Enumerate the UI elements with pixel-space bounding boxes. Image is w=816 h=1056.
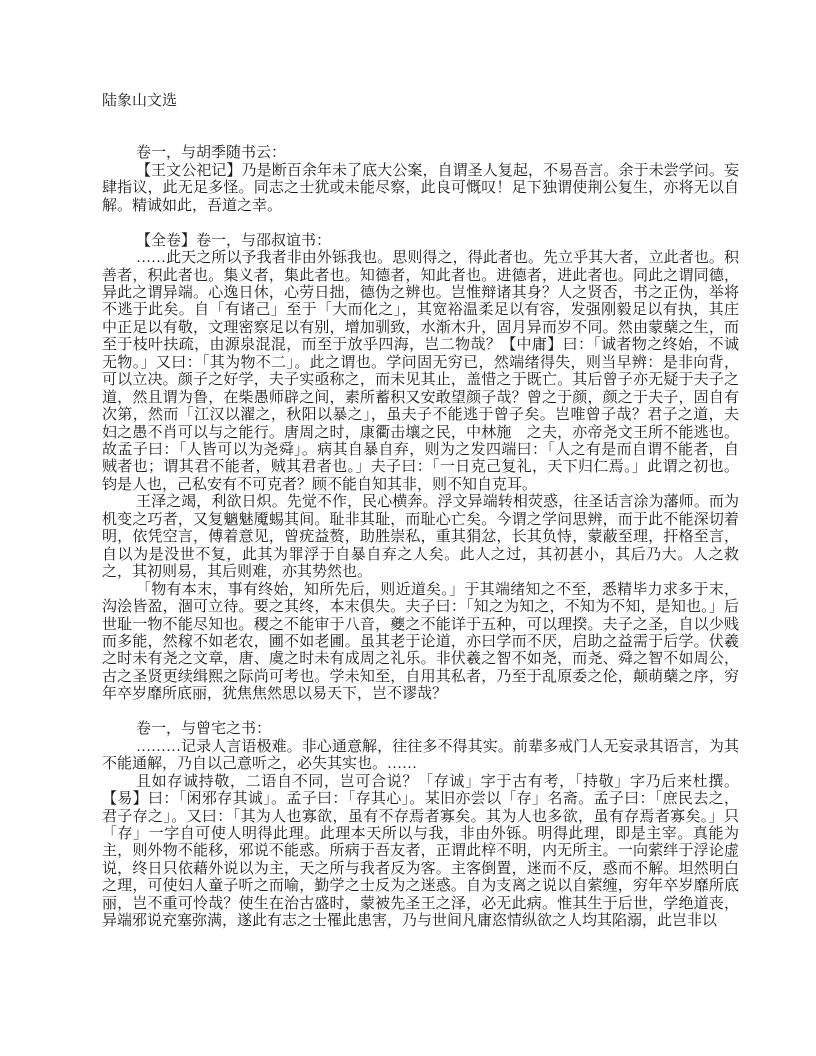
section-heading: 卷一，与曾宅之书：: [136, 721, 272, 738]
section-yu-shao-shu-yi-shu: [102, 233, 739, 704]
paragraph: 「物有本末，事有终始，知所先后，则近道矣。」于其端绪知之不至，悉精毕力求多于末，沟浍皆盈，涸可立待。要之其终，本末俱失。夫子曰：「知之为知之，不知为不知，是知也。」后世耻一物不能尽知也。稷之不能审于八音，夔之不能详于五种，可以理揆。夫子之圣，自以少贱而多能，然稼不如老农，圃不如老圃。虽其老于论道，亦曰学而不厌，启助之益需于后学。伏羲之时未有尧之文章，唐、虞之时未有成周之礼乐。非伏羲之智不如尧，而尧、舜之智不如周公，古之圣贤更续缉熙之际尚可考也。学未知至，自用其私者，乃至于乱原委之伦，颠萌蘖之序，穷年卒岁靡所底丽，犹焦焦然思以易天下，岂不谬哉？: [102, 581, 739, 703]
paragraph: 【王文公祀记】乃是断百余年未了底大公案，自谓圣人复起，不易吾言。余于未尝学问。妄肆指议，此无足多怪。同志之士犹或未能尽察，此良可慨叹！足下独谓使荆公复生，亦将无以自解。精诚如此，吾道之幸。: [102, 162, 739, 214]
paragraph: ……此天之所以予我者非由外铄我也。思则得之，得此者也。先立乎其大者，立此者也。积善者，积此者也。集义者，集此者也。知德者，知此者也。进德者，进此者也。同此之谓同德，异此之谓异端。心逸日休，心劳日拙，德伪之辨也。岂惟辩诸其身？人之贤否，书之正伪，举将不逃于此矣。自「有诸己」至于「大而化之」，其宽裕温柔足以有容，发强刚毅足以有执，其庄中正足以有敬，文理密察足以有别，增加驯致，水渐木升，固月异而岁不同。然由蒙蘖之生，而至于枝叶扶疏，由源泉混混，而至于放乎四海，岂二物哉？【中庸】曰：「诚者物之终始，不诚无物。」又曰：「其为物不二」。此之谓也。学问固无穷已，然端绪得失，则当早辨：是非向背，可以立决。颜子之好学，夫子实亟称之，而未见其止，盖惜之于既亡。其后曾子亦无疑于夫子之道，然且谓为鲁，在柴愚师辟之间，素所蓄积又安敢望颜子哉？曾之于颜，颜之于夫子，固自有次第，然而「江汉以濯之，秋阳以暴之」，虽夫子不能逃于曾子矣。岂唯曾子哉？君子之道，夫妇之愚不肖可以与之能行。唐周之时，康衢击壤之民，中林施 之夫，亦帝尧文王所不能逃也。故孟子曰：「人皆可以为尧舜」。病其自暴自弃，则为之发四端曰：「人之有是而自谓不能者，自贼者也；谓其君不能者，贼其君者也。」夫子曰：「一日克己复礼，天下归仁焉。」此谓之初也。钧是人也，己私安有不可克者？顾不能自知其非，则不知自克耳。: [102, 250, 739, 493]
section-yu-zeng-zhai-zhi-shu: [102, 721, 739, 930]
section-heading: 【全卷】卷一，与邵叔谊书：: [136, 232, 332, 249]
section-heading: 卷一，与胡季随书云：: [136, 145, 287, 162]
section-yu-hu-ji-sui-shu: [102, 145, 739, 215]
paragraph: ………记录人言语极难。非心通意解，往往多不得其实。前辈多戒门人无妄录其语言，为其不能通解，乃自以己意听之，必失其实也。……: [102, 738, 739, 773]
paragraph: 王泽之竭，利欲日炽。先觉不作，民心横奔。浮文异端转相荧惑，往圣话言涂为藩师。而为机变之巧者，又复魑魅魇蜴其间。耻非其耻，而耻心亡矣。今谓之学问思辨，而于此不能深切着明，依凭空言，傅着意见，曾疣益赘，助胜崇私，重其狷忿，长其负恃，蒙蔽至理，扞格至言，自以为是没世不复，此其为罪浮于自暴自弃之人矣。此人之过，其初甚小，其后乃大。人之救之，其初则易，其后则难，亦其势然也。: [102, 494, 739, 581]
paragraph: 且如存诚持敬，二语自不同，岂可合说？「存诚」字于古有考，「持敬」字乃后来杜撰。【易】曰：「闲邪存其诚」。孟子曰：「存其心」。某旧亦尝以「存」名斋。孟子曰：「庶民去之，君子存之」。又曰：「其为人也寡欲，虽有不存焉者寡矣。其为人也多欲，虽有存焉者寡矣。」只「存」一字自可使人明得此理。此理本天所以与我，非由外铄。明得此理，即是主宰。真能为主，则外物不能移，邪说不能惑。所病于吾友者，正谓此梓不明，内无所主。一向萦绊于浮论虚说，终日只依藉外说以为主，天之所与我者反为客。主客倒置，迷而不反，惑而不解。坦然明白之理，可使妇人童子听之而喻，勤学之士反为之迷惑。自为支离之说以自萦缠，穷年卒岁靡所底丽，岂不重可怜哉？使生在治古盛时，蒙被先圣王之泽，必无此病。惟其生于后世，学绝道丧，异端邪说充塞弥满，遂此有志之士罹此患害，乃与世间凡庸恣情纵欲之人均其陷溺，此岂非以: [102, 773, 739, 930]
document-title: 陆象山文选: [102, 93, 178, 109]
